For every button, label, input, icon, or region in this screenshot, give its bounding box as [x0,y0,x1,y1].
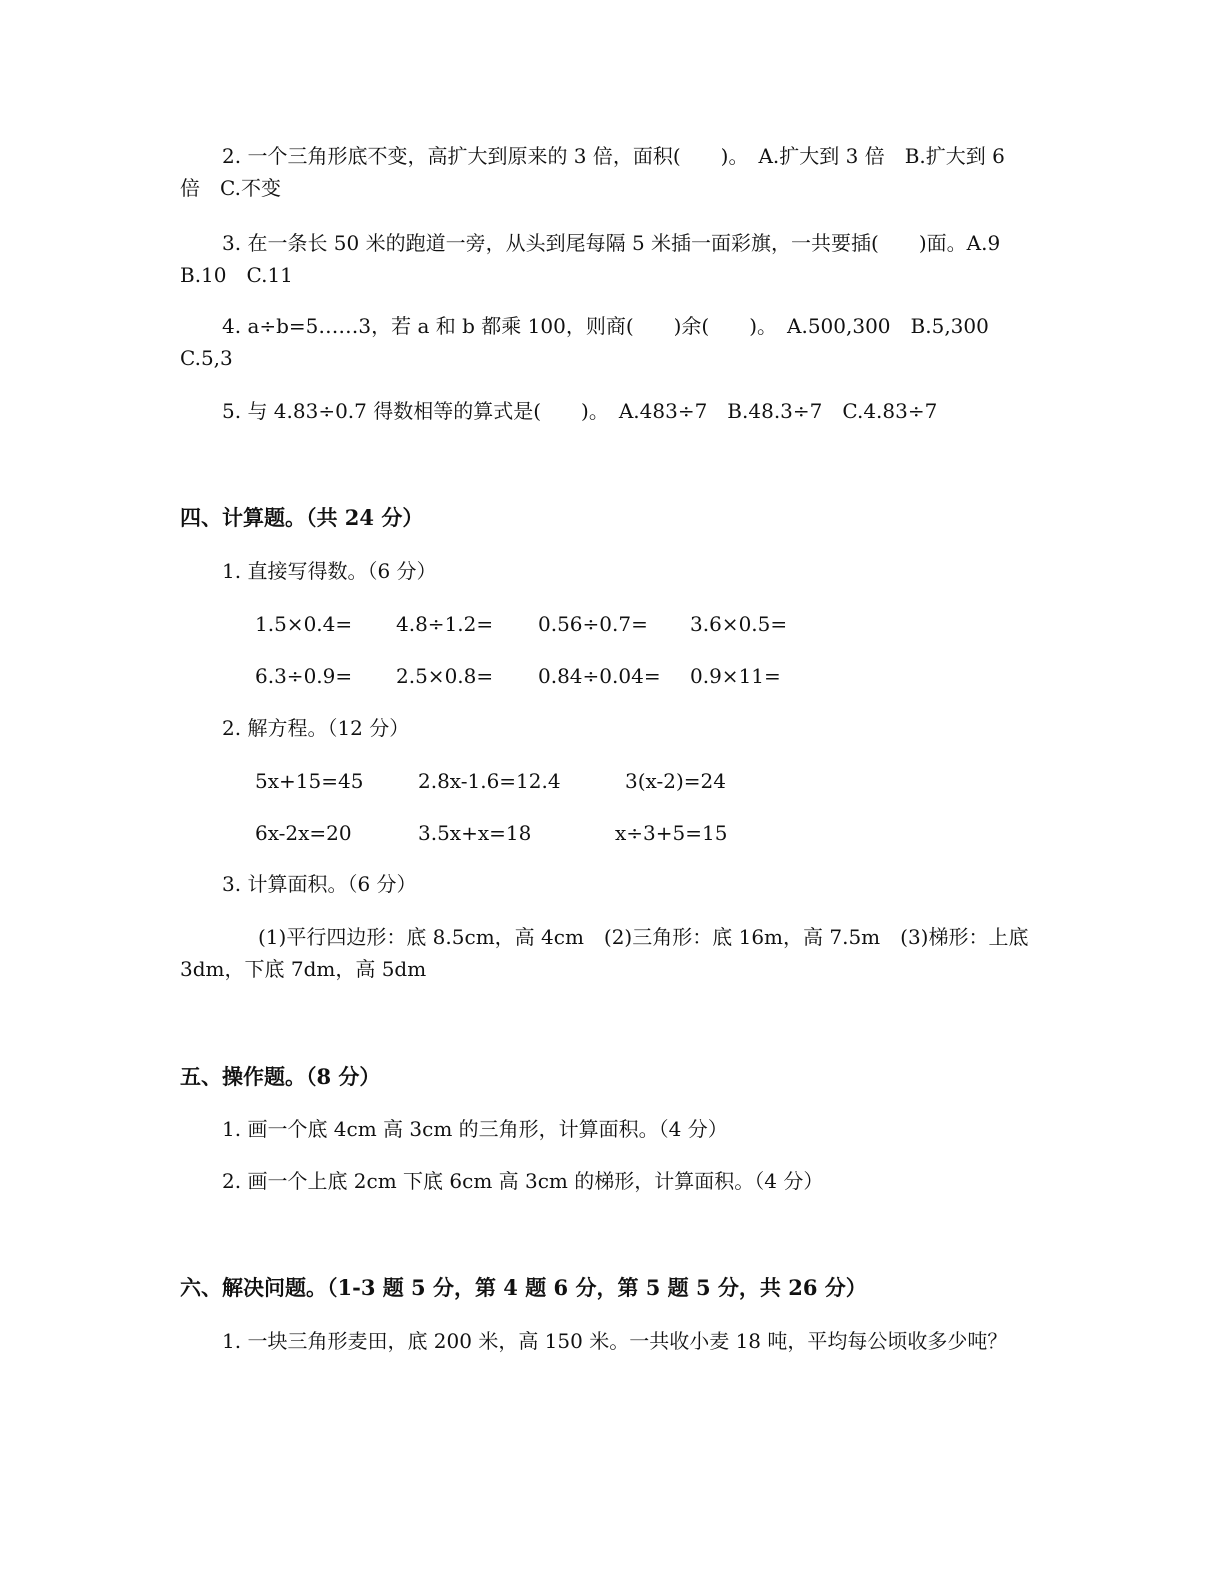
equation-item: 3.5x+x=18 [418,821,532,845]
question-5-2: 2. 画一个上底 2cm 下底 6cm 高 3cm 的梯形，计算面积。（4 分） [222,1169,824,1193]
oral-calc-item: 1.5×0.4= [255,612,353,636]
oral-calc-item: 0.9×11= [690,664,781,688]
equation-item: 6x-2x=20 [255,821,352,845]
question-3-3: 3. 在一条长 50 米的跑道一旁，从头到尾每隔 5 米插一面彩旗，一共要插( )面。A.9 B.10 C.11 [180,231,1021,287]
section-4-heading: 四、计算题。（共 24 分） [180,505,424,530]
section-5-heading: 五、操作题。（8 分） [180,1064,381,1089]
equation-item: 5x+15=45 [255,769,364,793]
question-6-1: 1. 一块三角形麦田，底 200 米，高 150 米。一共收小麦 18 吨，平均每公顷收多少吨？ [222,1329,1008,1353]
question-3-4: 4. a÷b=5……3，若 a 和 b 都乘 100，则商( )余( )。 A.500,300 B.5,300 C.5,3 [180,314,1009,370]
oral-calc-item: 0.84÷0.04= [538,664,661,688]
question-5-1: 1. 画一个底 4cm 高 3cm 的三角形，计算面积。（4 分） [222,1117,728,1141]
equation-item: x÷3+5=15 [615,821,728,845]
section-6-heading: 六、解决问题。（1-3 题 5 分，第 4 题 6 分，第 5 题 5 分，共 26 分） [180,1275,867,1300]
equation-item: 2.8x-1.6=12.4 [418,769,561,793]
oral-calc-item: 2.5×0.8= [396,664,494,688]
area-problems: (1)平行四边形：底 8.5cm，高 4cm (2)三角形：底 16m，高 7.5m (3)梯形：上底 3dm，下底 7dm，高 5dm [180,925,1029,981]
question-3-2: 2. 一个三角形底不变，高扩大到原来的 3 倍，面积( )。 A.扩大到 3 倍 B.扩大到 6 倍 C.不变 [180,144,1005,200]
oral-calc-item: 3.6×0.5= [690,612,788,636]
question-3-5: 5. 与 4.83÷0.7 得数相等的算式是( )。 A.483÷7 B.48.3÷7 C.4.83÷7 [222,399,938,423]
oral-calc-item: 0.56÷0.7= [538,612,648,636]
oral-calc-item: 6.3÷0.9= [255,664,353,688]
question-4-1: 1. 直接写得数。（6 分） [222,559,437,583]
oral-calc-item: 4.8÷1.2= [396,612,494,636]
question-4-3: 3. 计算面积。（6 分） [222,872,417,896]
equation-item: 3(x-2)=24 [625,769,726,793]
question-4-2: 2. 解方程。（12 分） [222,716,410,740]
